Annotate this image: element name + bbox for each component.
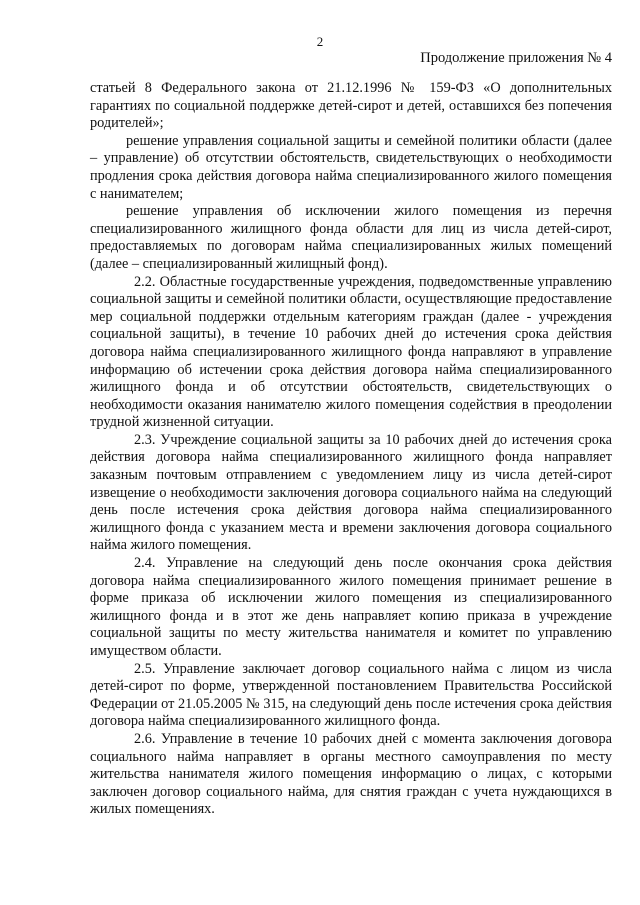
document-body <box>90 80 612 819</box>
paragraph-section-2-3: 2.3. Учреждение социальной защиты за 10 рабочих дней до истечения срока действия договора найма специализированного жилищного фонда направляет заказным почтовым отправлением с уведомлением лицу из числа детей-сирот извещение о необходимости заключения договора социального найма на следующий день после истечения срока действия договора найма специализированного жилищного фонда с указанием места и времени заключения договора социального найма жилого помещения. <box>90 431 612 554</box>
paragraph-decision-no-circumstances: решение управления социальной защиты и семейной политики области (далее – управление) об отсутствии обстоятельств, свидетельствующих о необходимости продления срока действия договора найма специализированного жилого помещения с нанимателем; <box>90 132 612 202</box>
appendix-continuation-label: Продолжение приложения № 4 <box>420 50 612 66</box>
page-number: 2 <box>316 34 324 49</box>
paragraph-section-2-5: 2.5. Управление заключает договор социального найма с лицом из числа детей-сирот по форме, утвержденной постановлением Правительства Российской Федерации от 21.05.2005 № 315, на следующий день после истечения срока действия договора найма специализированного жилищного фонда. <box>90 660 612 730</box>
paragraph-section-2-4: 2.4. Управление на следующий день после окончания срока действия договора найма специализированного жилого помещения принимает решение в форме приказа об исключении жилого помещения из специализированного жилищного фонда и в этот же день направляет копию приказа в учреждение социальной защиты по месту жительства нанимателя и комитет по управлению имуществом области. <box>90 555 612 659</box>
paragraph-section-2-6: 2.6. Управление в течение 10 рабочих дней с момента заключения договора социального найма направляет в органы местного самоуправления по месту жительства нанимателя жилого помещения информацию о лицах, с которыми заключен договор социального найма, для снятия граждан с учета нуждающихся в жилых помещениях. <box>90 730 612 818</box>
paragraph-decision-exclusion: решение управления об исключении жилого помещения из перечня специализированного жилищного фонда области для лиц из числа детей-сирот, предоставляемых по договорам найма специализированных жилых помещений (далее – специализированный жилищный фонд). <box>90 203 612 272</box>
paragraph-law-reference: статьей 8 Федерального закона от 21.12.1996 № 159-ФЗ «О дополнительных гарантиях по социальной поддержке детей-сирот и детей, оставшихся без попечения родителей»; <box>90 80 612 132</box>
paragraph-section-2-2: 2.2. Областные государственные учреждения, подведомственные управлению социальной защиты и семейной политики области, осуществляющие предоставление мер социальной поддержки отдельным категориям граждан (далее - учреждения социальной защиты), в течение 10 рабочих дней до истечения срока действия договора найма специализированного жилищного фонда направляют в управление информацию об истечении срока действия договора найма специализированного жилищного фонда и об отсутствии обстоятельств, свидетельствующих о необходимости оказания нанимателю жилого помещения содействия в преодолении трудной жизненной ситуации. <box>90 273 612 431</box>
